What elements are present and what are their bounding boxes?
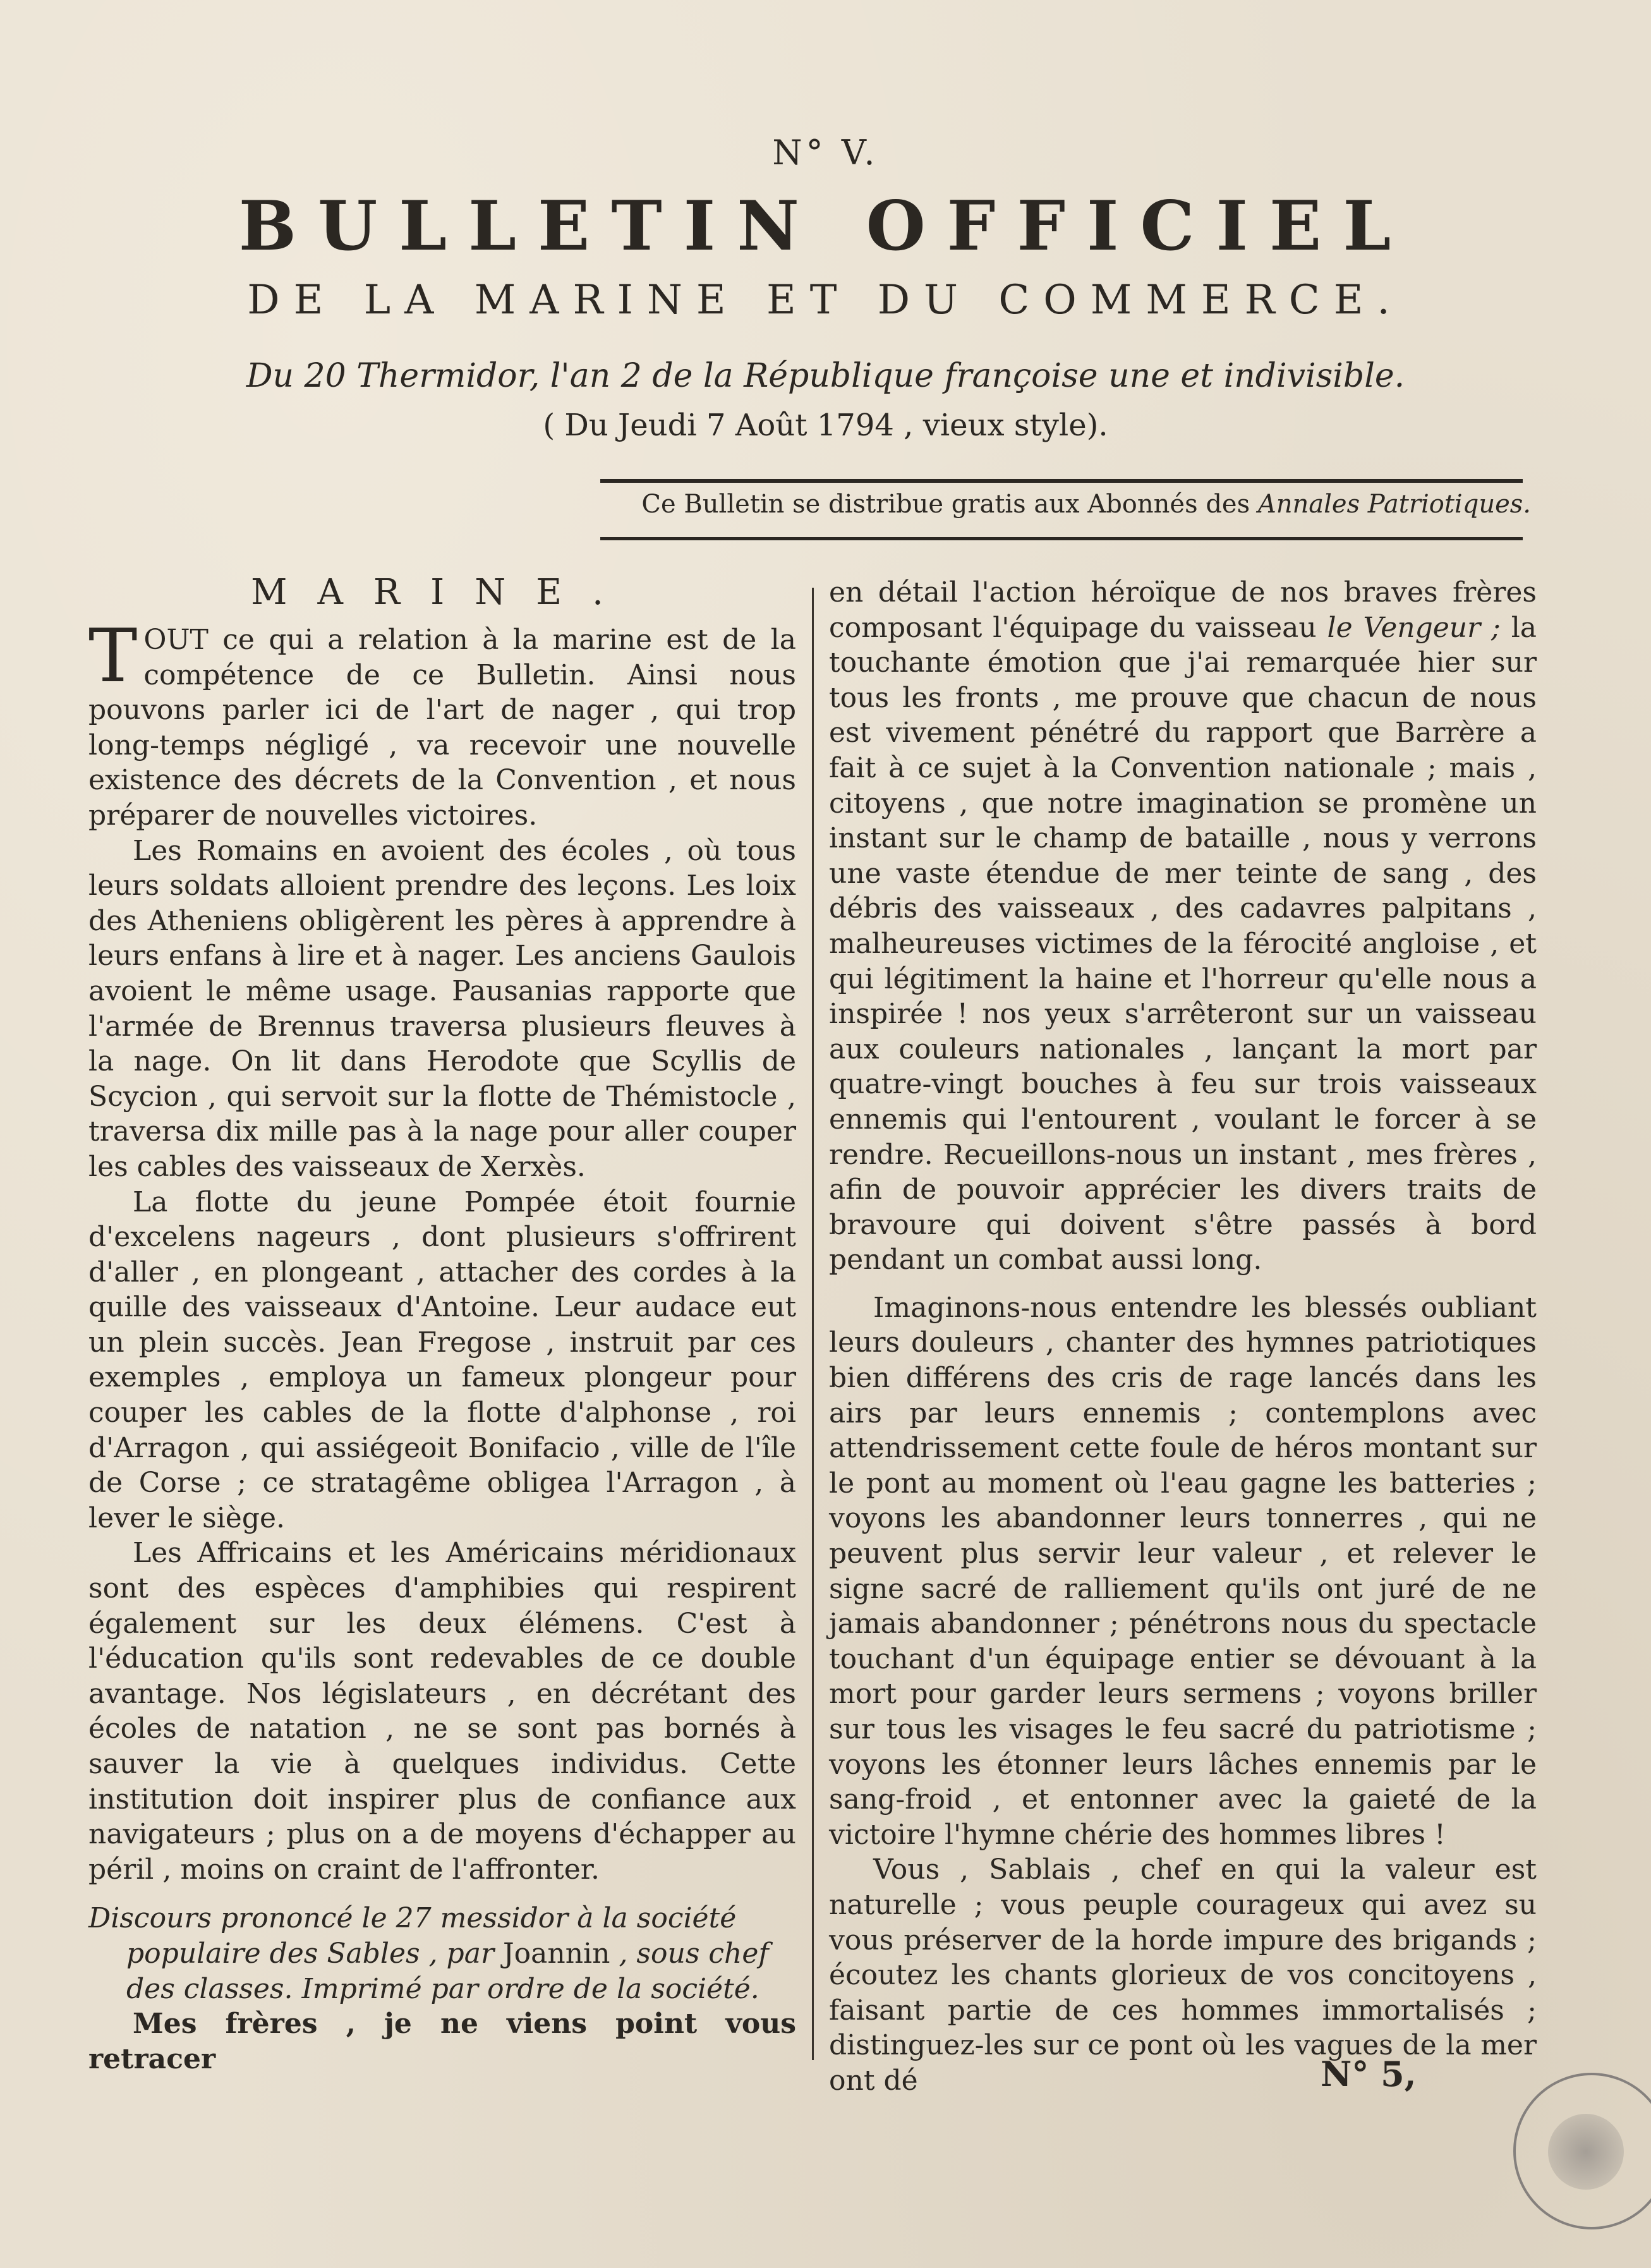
- speech-heading-text-2: , sous chef des classes. Imprimé par ordre de la société.: [126, 1937, 769, 2005]
- paragraph: Mes frères , je ne viens point vous retracer: [88, 2008, 796, 2075]
- page-subtitle: DE LA MARINE ET DU COMMERCE.: [247, 277, 1404, 324]
- republican-date: Du 20 Thermidor, l'an 2 de la République françoise une et indivisible.: [246, 357, 1405, 395]
- drop-cap: T: [88, 614, 138, 699]
- issue-number: N° V.: [772, 133, 879, 173]
- paragraph-text-2: la touchante émotion que j'ai remarquée hier sur tous les fronts , me prouve que chacun de nous est vivement pénétré du rapport que Barrère a fait à ce sujet à la Convention nationale ; mais , citoyens , que notre imagination se promène un instant sur le champ de bataille , nous y verrons une vaste étendue de mer teinte de sang , des débris des vaisseaux , des cadavres palpitans , malheureuses victimes de la férocité angloise , et qui légitiment la haine et l'horreur qu'elle nous a inspirée ! nos yeux s'arrêteront sur un vaisseau aux couleurs nationales , lançant la mort par quatre-vingt bouches à feu sur trois vaisseaux ennemis qui l'entourent , voulant le forcer à se rendre. Recueillons-nous un instant , mes frères , afin de pouvoir apprécier les divers traits de bravoure qui doivent s'être passés à bord pendant un combat aussi long.: [829, 611, 1537, 1277]
- bottom-rule: [600, 537, 1523, 540]
- paragraph: [829, 575, 1537, 1278]
- section-heading: MARINE.: [251, 572, 634, 613]
- old-style-date: ( Du Jeudi 7 Août 1794 , vieux style).: [543, 408, 1108, 443]
- paragraph: Vous , Sablais , chef en qui la valeur est naturelle ; vous peuple courageux qui avez su vous préserver de la horde impure des brigands ; écoutez les chants glorieux de vos concitoyens , faisant partie de ces hommes immortalisés ; distinguez-les sur ce pont où les vagues de la mer ont dé: [829, 1853, 1537, 2097]
- paragraph: Les Romains en avoient des écoles , où tous leurs soldats alloient prendre des leçons. Les loix des Atheniens obligèrent les pères à apprendre à leurs enfans à lire et à nager. Les anciens Gaulois avoient le même usage. Pausanias rapporte que l'armée de Brennus traversa plusieurs fleuves à la nage. On lit dans Herodote que Scyllis de Scycion , qui servoit sur la flotte de Thémistocle , traversa dix mille pas à la nage pour aller couper les cables des vaisseaux de Xerxès.: [88, 834, 796, 1183]
- right-column: [829, 575, 1537, 2099]
- left-column: [88, 614, 796, 2077]
- journal-name: Annales Patriotiques.: [1257, 490, 1531, 519]
- ship-name: le Vengeur ;: [1327, 611, 1501, 644]
- column-divider: [812, 588, 814, 2060]
- signature-mark: N° 5,: [1321, 2054, 1417, 2094]
- top-rule: [600, 479, 1523, 483]
- paragraph: [88, 614, 796, 834]
- speech-heading-text: Discours prononcé le 27 messidor à la société populaire des Sables , par: [88, 1902, 737, 1970]
- library-stamp-seal: [1548, 2114, 1624, 2190]
- paragraph-text: en détail l'action héroïque de nos braves frères composant l'équipage du vaisseau: [829, 576, 1537, 644]
- speech-heading: [88, 1901, 796, 2006]
- paragraph-text: OUT ce qui a relation à la marine est de la compétence de ce Bulletin. Ainsi nous pouvons parler ici de l'art de nager , qui trop long-temps négligé , va recevoir une nouvelle existence des décrets de la Convention , et nous préparer de nouvelles victoires.: [88, 624, 796, 832]
- distribution-note-text: Ce Bulletin se distribue gratis aux Abonnés des: [641, 490, 1250, 519]
- paragraph: La flotte du jeune Pompée étoit fournie d'excelens nageurs , dont plusieurs s'offrirent d'aller , en plongeant , attacher des cordes à la quille des vaisseaux d'Antoine. Leur audace eut un plein succès. Jean Fregose , instruit par ces exemples , employa un fameux plongeur pour couper les cables de la flotte d'alphonse , roi d'Arragon , qui assiégeoit Bonifacio , ville de l'île de Corse ; ce stratagême obligea l'Arragon , à lever le siège.: [88, 1186, 796, 1534]
- distribution-note: [641, 490, 1531, 519]
- speech-author: Joannin: [503, 1937, 610, 1970]
- paragraph: Imaginons-nous entendre les blessés oubliant leurs douleurs , chanter des hymnes patriotiques bien différens des cris de rage lancés dans les airs par leurs ennemis ; contemplons avec attendrissement cette foule de héros montant sur le pont au moment où l'eau gagne les batteries ; voyons les abandonner leurs tonnerres , qui ne peuvent plus servir leur valeur , et relever le signe sacré de ralliement qu'ils ont juré de ne jamais abandonner ; pénétrons nous du spectacle touchant d'un équipage entier se dévouant à la mort pour garder leurs sermens ; voyons briller sur tous les visages le feu sacré du patriotisme ; voyons les étonner leurs lâches ennemis par le sang-froid , et entonner avec la gaieté de la victoire l'hymne chérie des hommes libres !: [829, 1291, 1537, 1851]
- paragraph: Les Affricains et les Américains méridionaux sont des espèces d'amphibies qui respirent également sur les deux élémens. C'est à l'éducation qu'ils sont redevables de ce double avantage. Nos législateurs , en décrétant des écoles de natation , ne se sont pas bornés à sauver la vie à quelques individus. Cette institution doit inspirer plus de confiance aux navigateurs ; plus on a de moyens d'échapper au péril , moins on craint de l'affronter.: [88, 1537, 796, 1886]
- page-title: BULLETIN OFFICIEL: [238, 186, 1413, 266]
